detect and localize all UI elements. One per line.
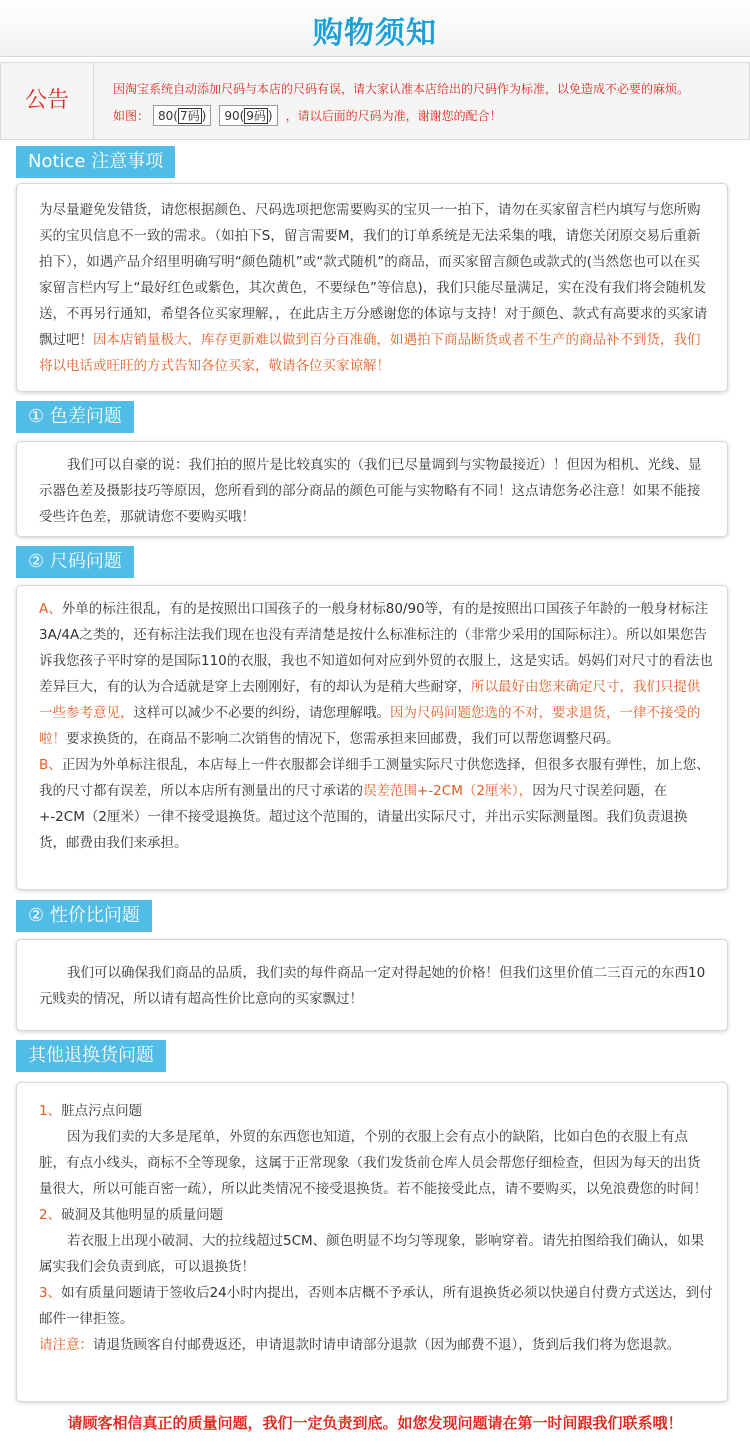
section-title-returns: 其他退换货问题 bbox=[16, 1040, 166, 1072]
section-title-size: ② 尺码问题 bbox=[16, 546, 134, 578]
size-text: 因为尺寸误差问题，在+-2CM（2厘米）一律不接受退换货。超过这个范围的，请量出实际尺寸，并出示实际测量图。我们负责退换货，邮费由我们来承担。 bbox=[39, 783, 688, 851]
color-panel bbox=[16, 441, 728, 537]
item-number: 3、 bbox=[39, 1285, 62, 1301]
item-marker-a: A、 bbox=[39, 601, 62, 617]
size-value: 90 bbox=[224, 109, 240, 123]
announcement-text: 因淘宝系统自动添加尺码与本店的尺码有误，请大家认准本店给出的尺码作为标准，以免造成不必要的麻烦。 bbox=[113, 82, 690, 96]
value-panel bbox=[16, 939, 728, 1031]
footer-message: 请顾客相信真正的质量问题，我们一定负责到底。如您发现问题请在第一时间跟我们联系哦！ bbox=[67, 1414, 683, 1432]
color-paragraph: 我们可以自豪的说：我们拍的照片是比较真实的（我们已尽量调到与实物最接近）！但因为相机、光线、显示器色差及摄影技巧等原因，您所看到的部分商品的颜色可能与实物略有不同！这点请您务必注意！如果不能接受些许色差，那就请您不要购买哦！ bbox=[39, 457, 702, 525]
item-marker-b: B、 bbox=[39, 757, 62, 773]
size-text: 要求换货的，在商品不影响二次销售的情况下，您需承担来回邮费，我们可以帮您调整尺码。 bbox=[66, 731, 620, 747]
size-text: 这样可以减少不必要的纠纷，请您理解哦。 bbox=[133, 705, 390, 721]
size-example-80: 80( 7码 ) bbox=[153, 105, 211, 126]
size-text: 外单的标注很乱，有的是按照出口国孩子的一般身材标80/90等，有的是按照出口国孩子年龄的一般身材标注3A/4A之类的，还有标注法我们现在也没有弄清楚是按什么标准标注的（非常少采用的国际标注）。所以如果您告诉我您孩子平时穿的是国际110的衣服，我也不知道如何对应到外贸的衣服上，这是实话。妈妈们对尺寸的看法也差异巨大，有的认为合适就是穿上去刚刚好，有的却认为是稍大些耐穿， bbox=[39, 601, 713, 695]
note-label: 请注意： bbox=[39, 1337, 93, 1353]
returns-item-2-text: 若衣服上出现小破洞、大的拉线超过5CM、颜色明显不均匀等现象，影响穿着。请先拍图给我们确认，如果属实我们会负责到底，可以退换货！ bbox=[39, 1233, 705, 1275]
size-warning: 因为尺码问题您选的不对，要求退货，一律不接受的啦！ bbox=[39, 705, 701, 747]
item-number: 2、 bbox=[39, 1207, 62, 1223]
size-paragraph-b bbox=[39, 752, 713, 856]
page-header bbox=[0, 0, 750, 57]
size-panel bbox=[16, 585, 728, 890]
size-warning: 所以最好由您来确定尺寸，我们只提供一些参考意见， bbox=[39, 679, 701, 721]
size-paragraph-a bbox=[39, 596, 713, 752]
section-title-value: ② 性价比问题 bbox=[16, 900, 152, 932]
item-number: 1、 bbox=[39, 1103, 62, 1119]
size-example-90: 90( 9码 ) bbox=[219, 105, 277, 126]
size-value: 80 bbox=[158, 109, 174, 123]
returns-item-2-title bbox=[39, 1202, 713, 1228]
size-warning: 误差范围+-2CM（2厘米）， bbox=[363, 783, 533, 799]
returns-note bbox=[39, 1332, 713, 1358]
size-code: 9码 bbox=[246, 109, 266, 123]
example-prefix: 如图： bbox=[113, 109, 150, 123]
notice-warning: 因本店销量极大，库存更新难以做到百分百准确，如遇拍下商品断货或者不生产的商品补不到货，我们将以电话或旺旺的方式告知各位买家，敬请各位买家谅解！ bbox=[39, 332, 701, 374]
announcement-example bbox=[113, 105, 502, 126]
notice-text: 为尽量避免发错货，请您根据颜色、尺码选项把您需要购买的宝贝一一拍下，请勿在买家留言栏内填写与您所购买的宝贝信息不一致的需求。（如拍下S，留言需要M，我们的订单系统是无法采集的哦，请您关闭原交易后重新拍下），如遇产品介绍里明确写明“颜色随机”或“款式随机”的商品，而买家留言颜色或款式的(当然您也可以在买家留言栏内写上“最好红色或紫色，其次黄色，不要绿色”等信息)，我们只能尽量满足，实在没有我们将会随机发送，不再另行通知，希望各位买家理解，，在此店主万分感谢您的体谅与支持！对于颜色、款式有高要求的买家请飘过吧！ bbox=[39, 202, 708, 348]
item-title: 破洞及其他明显的质量问题 bbox=[61, 1207, 224, 1223]
returns-item-1-title bbox=[39, 1098, 713, 1124]
example-suffix: ，请以后面的尺码为准，谢谢您的配合！ bbox=[285, 109, 502, 123]
size-text: 正因为外单标注很乱，本店每上一件衣服都会详细手工测量实际尺寸供您选择，但很多衣服有弹性，加上您、我的尺寸都有误差，所以本店所有测量出的尺寸承诺的 bbox=[39, 757, 710, 799]
section-title-color: ① 色差问题 bbox=[16, 401, 134, 433]
returns-item-3 bbox=[39, 1280, 713, 1332]
item-text: 如有质量问题请于签收后24小时内提出，否则本店概不予承认，所有退换货必须以快递自付费方式送达，到付邮件一律拒签。 bbox=[39, 1285, 713, 1327]
notice-panel bbox=[16, 183, 728, 392]
note-text: 请退货顾客自付邮费返还，申请退款时请申请部分退款（因为邮费不退），货到后我们将为您退款。 bbox=[93, 1337, 681, 1353]
value-paragraph: 我们可以确保我们商品的品质，我们卖的每件商品一定对得起她的价格！但我们这里价值二三百元的东西10元贱卖的情况，所以请有超高性价比意向的买家飘过！ bbox=[39, 965, 706, 1007]
announcement-bar bbox=[0, 62, 750, 140]
returns-item-1-text: 因为我们卖的大多是尾单，外贸的东西您也知道，个别的衣服上会有点小的缺陷，比如白色的衣服上有点脏，有点小线头，商标不全等现象，这属于正常现象（我们发货前仓库人员会帮您仔细检查，但因为每天的出货量很大，所以可能百密一疏），所以此类情况不接受退换货。若不能接受此点，请不要购买，以免浪费您的时间！ bbox=[39, 1129, 708, 1197]
size-code: 7码 bbox=[179, 109, 200, 123]
notice-paragraph bbox=[39, 197, 713, 379]
page-title: 购物须知 bbox=[313, 16, 437, 51]
announcement-label: 公告 bbox=[1, 63, 94, 139]
returns-panel bbox=[16, 1082, 728, 1402]
item-title: 脏点污点问题 bbox=[61, 1103, 143, 1119]
section-title-notice: Notice 注意事项 bbox=[16, 146, 175, 178]
